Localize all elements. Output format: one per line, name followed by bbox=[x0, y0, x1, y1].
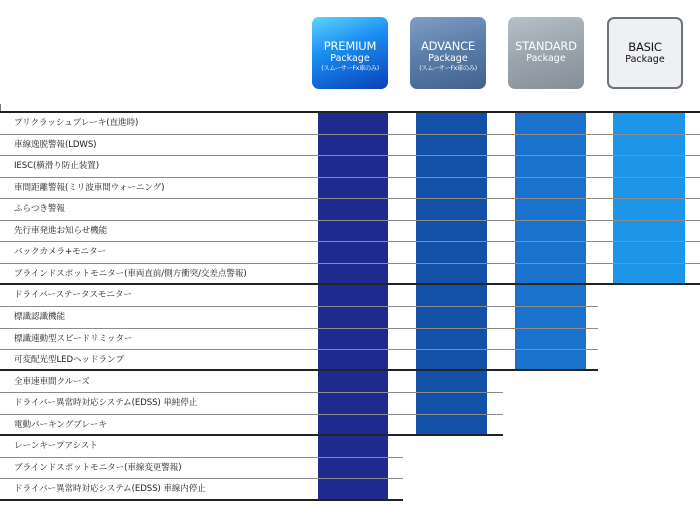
feature-row bbox=[0, 178, 700, 199]
premium-package-header[interactable] bbox=[312, 17, 388, 89]
package-name: BASIC bbox=[628, 40, 662, 54]
package-name: ADVANCE bbox=[420, 39, 476, 53]
feature-row bbox=[0, 479, 700, 500]
feature-row bbox=[0, 329, 700, 350]
table-top-rule bbox=[0, 111, 700, 113]
feature-row bbox=[0, 156, 700, 177]
feature-row bbox=[0, 242, 700, 263]
feature-row bbox=[0, 372, 700, 393]
package-note: (スムーサーFx車のみ) bbox=[419, 65, 477, 72]
feature-label: 車間距離警報(ミリ波車間ウォーニング) bbox=[14, 182, 165, 193]
feature-row bbox=[0, 113, 700, 134]
feature-row bbox=[0, 199, 700, 220]
feature-label: バックカメラ+モニター bbox=[14, 247, 107, 258]
advance-package-header[interactable] bbox=[410, 17, 486, 89]
feature-label: IESC(横滑り防止装置) bbox=[14, 161, 99, 172]
package-sub: Package bbox=[428, 53, 468, 64]
package-name: PREMIUM bbox=[323, 39, 377, 53]
feature-label: ドライバー異常時対応システム(EDSS) 単純停止 bbox=[14, 398, 198, 409]
feature-label: 可変配光型LEDヘッドランプ bbox=[14, 355, 124, 366]
feature-row bbox=[0, 350, 700, 371]
standard-package-header[interactable] bbox=[508, 17, 584, 89]
feature-label: ドライバーステータスモニター bbox=[14, 290, 132, 301]
feature-row bbox=[0, 458, 700, 479]
feature-label: 標識連動型スピードリミッター bbox=[14, 333, 133, 344]
package-sub: Package bbox=[526, 53, 566, 64]
group-rule-premium bbox=[0, 499, 403, 501]
package-sub: Package bbox=[330, 53, 370, 64]
package-sub: Package bbox=[625, 54, 665, 65]
package-note: (スムーサーFx車のみ) bbox=[321, 65, 379, 72]
feature-row bbox=[0, 285, 700, 306]
feature-row bbox=[0, 135, 700, 156]
feature-row bbox=[0, 307, 700, 328]
group-rule-standard bbox=[0, 369, 598, 371]
package-name: STANDARD bbox=[515, 39, 577, 53]
feature-row bbox=[0, 221, 700, 242]
feature-label: プリクラッシュブレーキ(直進時) bbox=[14, 118, 139, 128]
feature-row bbox=[0, 393, 700, 414]
feature-label: ブラインドスポットモニター(車両直前/側方衝突/交差点警報) bbox=[14, 268, 247, 279]
feature-label: 全車速車間クルーズ bbox=[14, 376, 90, 387]
feature-label: ドライバー異常時対応システム(EDSS) 車線内停止 bbox=[14, 484, 206, 495]
feature-row bbox=[0, 415, 700, 436]
group-rule-advance bbox=[0, 434, 503, 436]
feature-label: 電動パーキングブレーキ bbox=[14, 419, 107, 430]
basic-package-header[interactable] bbox=[607, 17, 683, 89]
group-rule-basic bbox=[0, 283, 700, 285]
feature-label: 車線逸脱警報(LDWS) bbox=[14, 139, 97, 150]
feature-label: レーンキープアシスト bbox=[14, 441, 98, 452]
feature-label: ブラインドスポットモニター(車線変更警報) bbox=[14, 462, 182, 473]
feature-row bbox=[0, 436, 700, 457]
feature-row bbox=[0, 264, 700, 285]
feature-label: 標識認識機能 bbox=[14, 311, 65, 322]
feature-label: 先行車発進お知らせ機能 bbox=[14, 225, 108, 236]
feature-label: ふらつき警報 bbox=[14, 204, 65, 215]
